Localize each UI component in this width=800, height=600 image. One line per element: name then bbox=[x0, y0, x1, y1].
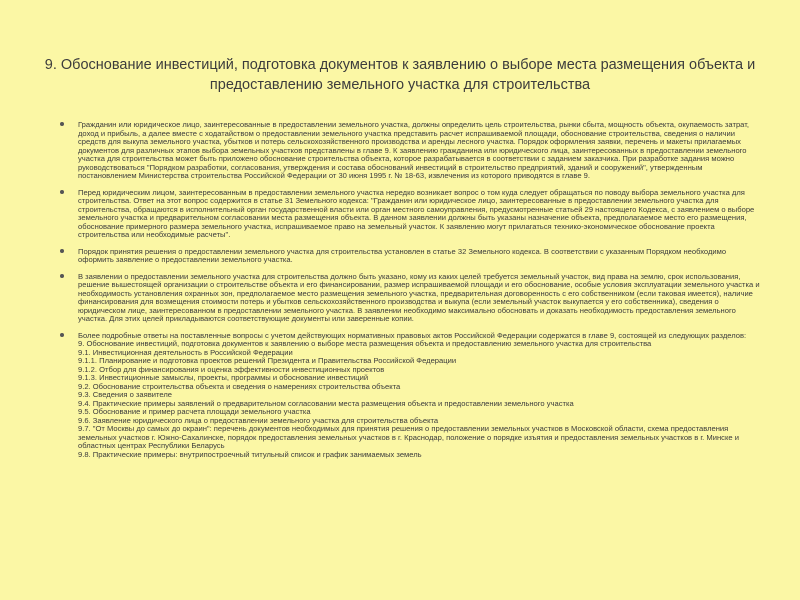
bullet-item bbox=[60, 121, 760, 181]
chapter-section: 9.6. Заявление юридического лица о предоставлении земельного участка для строительства объекта bbox=[78, 415, 439, 425]
chapter-section: 9.2. Обоснование строительства объекта и сведения о намерениях строительства объекта bbox=[78, 381, 401, 391]
bullet-icon bbox=[60, 190, 64, 194]
bullet-item bbox=[60, 189, 760, 240]
chapter-section: 9.1.3. Инвестиционные замыслы, проекты, программы и обоснование инвестиций bbox=[78, 373, 369, 382]
bullet-icon bbox=[60, 249, 64, 253]
bullet-text: Порядок принятия решения о предоставлении земельного участка для строительства установлен в статье 32 Земельного кодекса. В соответствии с указанным Порядком необходимо оформить заявление о предоставлении земельного участка. bbox=[78, 246, 727, 264]
chapter-sections-list bbox=[78, 340, 760, 459]
bullet-text: В заявлении о предоставлении земельного участка для строительства должно быть указано, кому из каких целей требуется земельный участок, вид права на землю, срок использования, решение вышестоящей организации о строительстве объекта и его финансировании, размер испрашиваемой площади и его обоснование, особые условия эксплуатации земельного участка и необходимость установления охранных зон, предполагаемое место размещения земельного участка, предварительная договоренность с его собственником (если таковая имеется), наличие финансирования для возмещения стоимости потерь и убытков сельскохозяйственного производства и выкупа (если земельный участок выкупается у его собственника), сведения о юридическом лице, заинтересованном в предоставлении земельного участка. В заявлении необходимо максимально обосновать и доказать необходимость предоставления земельного участка. Для этих целей прикладываются соответствующие документы или заверенные копии. bbox=[78, 271, 760, 323]
chapter-section: 9.1.1. Планирование и подготовка проектов решений Президента и Правительства Российской Федерации bbox=[78, 356, 457, 365]
chapter-section: 9. Обоснование инвестиций, подготовка документов к заявлению о выборе места размещения объекта и предоставлению земельного участка для строительства bbox=[78, 339, 652, 348]
chapter-section: 9.1.2. Отбор для финансирования и оценка эффективности инвестиционных проектов bbox=[78, 364, 385, 374]
slide-content bbox=[60, 121, 760, 467]
chapter-section: 9.4. Практические примеры заявлений о предварительном согласовании места размещения объекта и предоставлении земельного участка bbox=[78, 398, 574, 408]
bullet-item bbox=[60, 332, 760, 460]
bullet-item bbox=[60, 248, 760, 265]
chapter-section: 9.7. "От Москвы до самых до окраин": перечень документов необходимых для принятия решения о предоставлении земельных участков в Московской области, схема предоставления земельных участков г. Южно-Сахалинске, порядок предоставления земельных участков в г. Краснодар, положение о порядке изъятия и предоставления земельных участков в г. Минске и областных центрах Республики Беларусь bbox=[78, 424, 739, 450]
chapter-section: 9.8. Практические примеры: внутрипостроечный титульный список и график занимаемых земель bbox=[78, 449, 422, 459]
bullet-text: Гражданин или юридическое лицо, заинтересованные в предоставлении земельного участка, должны определить цель строительства, рынки сбыта, мощность объекта, окупаемость затрат, доход и прибыль, а далее вместе с ходатайством о предоставлении земельного участка представить расчет испрашиваемой площади, обоснование строительства, сведения о наличии средств для выкупа земельного участка, убытков и потерь сельскохозяйственного производства и аренды лесного участка. Порядок оформления заявки, перечень и макеты прилагаемых документов для различных этапов выбора земельных участков представлены в главе 9. К заявлению гражданина или юридического лица, заинтересованных в предоставлении земельного участка для строительства может быть приложено обоснование строительства объекта, которое разрабатывается в соответствии с заданием заказчика. При разработке задания можно руководствоваться "Порядком разработки, согласования, утверждения и состава обоснований инвестиций в строительство предприятий, зданий и сооружений", утвержденным постановлением Министерства строительства Российской Федерации от 30 июня 1995 г. № 18-63, извлечения из которого приводятся в главе 9. bbox=[78, 120, 749, 180]
bullet-icon bbox=[60, 274, 64, 278]
bullet-text: Перед юридическим лицом, заинтересованным в предоставлении земельного участка нередко возникает вопрос о том куда следует обращаться по поводу выбора земельного участка для строительства. Ответ на этот вопрос содержится в статье 31 Земельного кодекса: "Гражданин или юридическое лицо, заинтересованные в предоставлении земельного участка для строительства, обращаются в исполнительный орган государственной власти или орган местного самоуправления, предусмотренные статьей 29 настоящего Кодекса, с заявлением о выборе земельного участка и предварительном согласовании места размещения объекта. В данном заявлении должны быть указаны назначение объекта, предполагаемое место его размещения, обоснование примерного размера земельного участка, испрашиваемое право на земельный участок. К заявлению могут прилагаться технико-экономическое обоснование проекта строительства или необходимые расчеты". bbox=[78, 187, 755, 239]
bullet-icon bbox=[60, 333, 64, 337]
bullet-text: Более подробные ответы на поставленные вопросы с учетом действующих нормативных правовых актов Российской Федерации содержатся в главе 9, состоящей из следующих разделов: bbox=[78, 330, 747, 340]
slide-title: 9. Обоснование инвестиций, подготовка документов к заявлению о выборе места размещения объекта и предоставлению земельного участка для строительства bbox=[44, 57, 756, 93]
bullet-item bbox=[60, 273, 760, 324]
chapter-section: 9.1. Инвестиционная деятельность в Российской Федерации bbox=[78, 347, 293, 357]
chapter-section: 9.5. Обоснование и пример расчета площади земельного участка bbox=[78, 407, 311, 416]
bullet-icon bbox=[60, 122, 64, 126]
chapter-section: 9.3. Сведения о заявителе bbox=[78, 390, 173, 399]
